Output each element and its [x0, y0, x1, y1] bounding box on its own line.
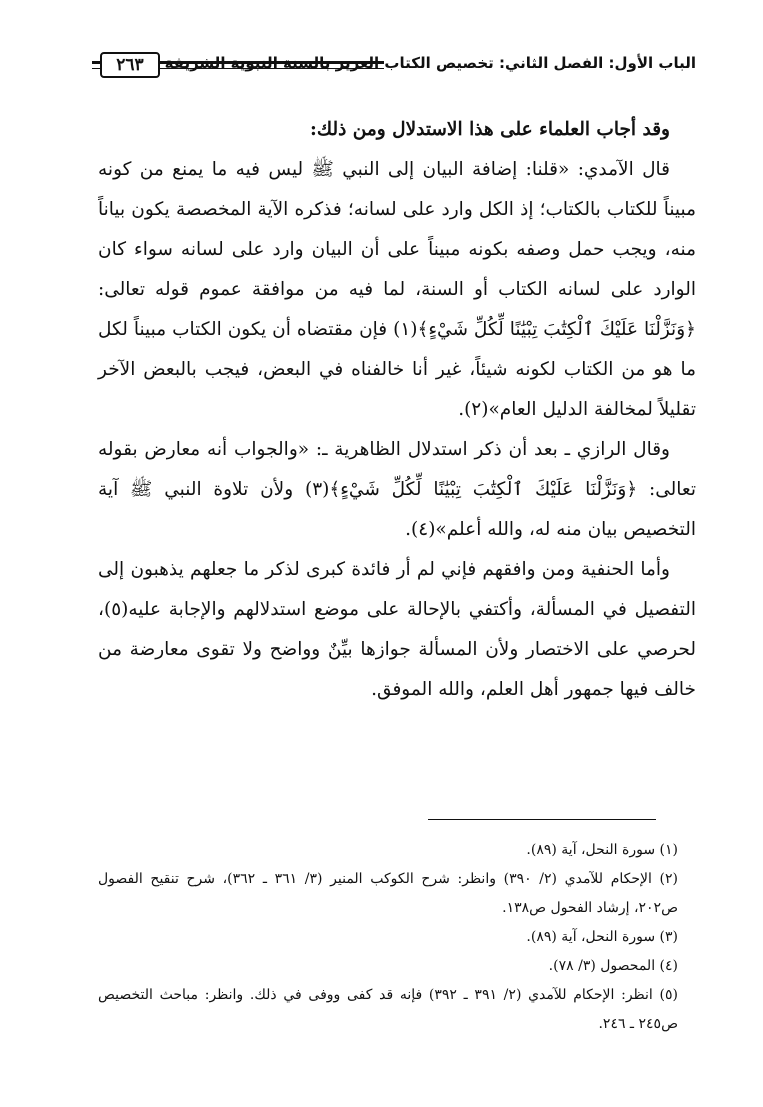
footnote-3: (٣) سورة النحل، آية (٨٩).: [526, 929, 678, 945]
paragraph-hanafiyya: وأما الحنفية ومن وافقهم فإني لم أر فائدة كبرى لذكر ما جعلهم يذهبون إلى التفصيل في المسألة، وأكتفي بالإحالة على موضع استدلالهم والإجابة عليه(٥)، لحرصي على الاختصار ولأن المسألة جوازها بيِّنٌ وواضح ولا تقوى معارضة من خالف فيها جمهور أهل العلم، والله الموفق.: [98, 559, 696, 700]
footnote-4: (٤) المحصول (٣/ ٧٨).: [548, 958, 678, 974]
footnote-5: (٥) انظر: الإحكام للآمدي (٢/ ٣٩١ ـ ٣٩٢) فإنه قد كفى ووفى في ذلك. وانظر: مباحث التخصيص ص٢٤٥ ـ ٢٤٦.: [98, 987, 678, 1032]
footnotes: [98, 836, 696, 1039]
paragraph-intro: وقد أجاب العلماء على هذا الاستدلال ومن ذلك:: [310, 119, 670, 140]
header-rule-end: [92, 61, 102, 69]
footnote-2: (٢) الإحكام للآمدي (٢/ ٣٩٠) وانظر: شرح الكوكب المنير (٣/ ٣٦١ ـ ٣٦٢)، شرح تنقيح الفصول ص٢٠٢، إرشاد الفحول ص١٣٨.: [98, 871, 678, 916]
paragraph-razi: وقال الرازي ـ بعد أن ذكر استدلال الظاهرية ـ: «والجواب أنه معارض بقوله تعالى: ﴿وَنَزَّلْنَا عَلَيْكَ ٱلْكِتَٰبَ تِبْيَٰنًا لِّكُلِّ شَيْءٍ﴾(٣) ولأن تلاوة النبي ﷺ آية التخصيص بيان منه له، والله أعلم»(٤).: [98, 439, 696, 540]
footnote-separator: [428, 819, 656, 820]
chapter-title: الباب الأول: الفصل الثاني: تخصيص الكتاب العزيز بالسنة النبوية الشريفة: [164, 54, 696, 72]
main-text: [98, 110, 696, 710]
footnote-1: (١) سورة النحل، آية (٨٩).: [526, 842, 678, 858]
header-double-rule: [158, 61, 384, 69]
page-number: ٢٦٣: [100, 52, 160, 78]
paragraph-amidi: قال الآمدي: «قلنا: إضافة البيان إلى النبي ﷺ ليس فيه ما يمنع من كونه مبيناً للكتاب بالكتاب؛ إذ الكل وارد على لسانه؛ فذكره الآية المخصصة يكون بياناً منه، ويجب حمل وصفه بكونه مبيناً على أن البيان وارد على لسانه سواء كان الوارد على لسانه الكتاب أو السنة، لما فيه من موافقة عموم قوله تعالى: ﴿وَنَزَّلْنَا عَلَيْكَ ٱلْكِتَٰبَ تِبْيَٰنًا لِّكُلِّ شَيْءٍ﴾(١) فإن مقتضاه أن يكون الكتاب مبيناً لكل ما هو من الكتاب لكونه شيئاً، غير أنا خالفناه في البعض، فيجب بالبعض الآخر تقليلاً لمخالفة الدليل العام»(٢).: [98, 159, 696, 420]
running-header: [92, 52, 696, 84]
